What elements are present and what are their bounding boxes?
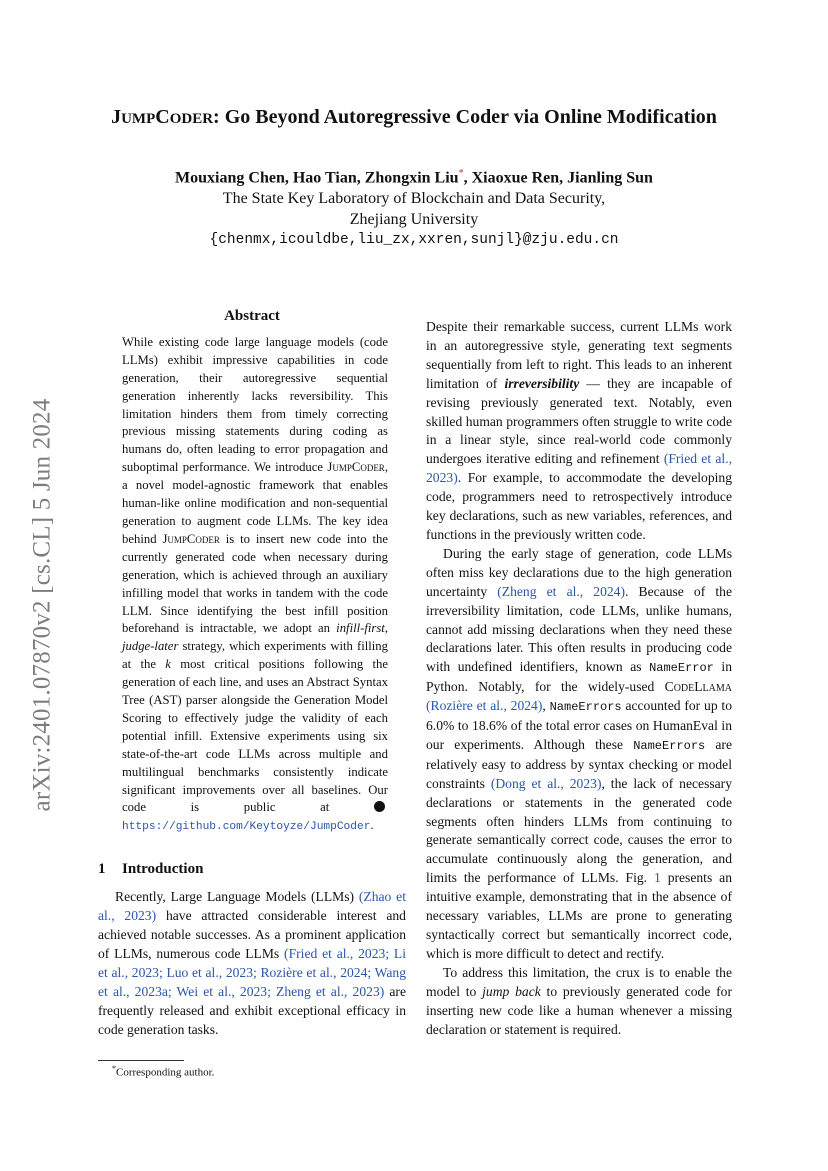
affiliation-line-1: The State Key Laboratory of Blockchain and Data Security, <box>222 190 606 208</box>
affiliation-line-2: Zhejiang University <box>349 211 479 229</box>
intro-paragraph-3: During the early stage of generation, code LLMs often miss key declarations due to the high generation uncertainty (Zheng et al., 2024). Because of the irreversibility limitation, code LLMs, unlike humans, cannot add missing declarations when they need these declarations later. This often results in producing code with undefined identifiers, known as NameError in Python. Notably, for the widely-used CodeLlama (Rozière et al., 2024), NameErrors accounted for up to 6.0% to 18.6% of the total error cases on HumanEval in our experiments. Although these NameErrors are relatively easy to address by syntax checking or model constraints (Dong et al., 2023), the lack of necessary declarations or statements in the generated code segments often hinders LLMs from continuing to generate semantically correct code, causes the error to accumulate continuously along the generation, and limits the performance of LLMs. Fig. 1 presents an intuitive example, demonstrating that in the absence of necessary variables, LLMs are prone to generating syntactically correct but semantically incorrect code, which is more difficult to detect and rectify. <box>426 545 733 961</box>
jumpcoder-name: JumpCoder <box>162 531 220 546</box>
footnote: *Corresponding author. <box>112 1064 215 1079</box>
paper-title: JUMPCODER: Go Beyond Autoregressive Coder via Online Modification <box>111 106 717 128</box>
abstract-body: While existing code large language models (code LLMs) exhibit impressive capabilities in code generation, their autoregressive sequential generation inherently lacks reversibility. This limitation hinders them from timely correcting previous missing statements during coding as humans do, often leading to error propagation and suboptimal performance. We introduce JumpCoder, a novel model-agnostic framework that enables human-like online modification and non-sequential generation to augment code LLMs. The key idea behind JumpCoder is to insert new code into the currently generated code when necessary during generation, which is achieved through an auxiliary infilling model that works in tandem with the code LLM. Since identifying the best infill position beforehand is intractable, we adopt an infill-first, judge-later strategy, which experiments with filling at the k most critical positions following the generation of each line, and uses an Abstract Syntax Tree (AST) parser alongside the Generation Model Scoring to effectively judge the validity of each potential infill. Extensive experiments using six state-of-the-art code LLMs across multiple and multilingual benchmarks consistently indicate significant improvements over all baselines. Our code is public at https://github.com/Keytoyze/JumpCoder. <box>122 334 388 834</box>
figure-reference-link[interactable]: 1 <box>653 870 661 886</box>
code-nameerrors: NameErrors <box>633 738 706 753</box>
right-column <box>426 318 732 1039</box>
left-column <box>98 307 406 1039</box>
citation-link[interactable]: (Fried et al., 2023; Li et al., 2023; Luo et al., 2023; Rozière et al., 2024; Wang et al., 2023a; Wei et al., 2023; Zheng et al., 2023) <box>98 945 406 999</box>
citation-link[interactable]: (Fried et al., 2023) <box>426 451 733 486</box>
intro-paragraph-2: Despite their remarkable success, current LLMs work in an autoregressive style, generating text segments sequentially from left to right. This leads to an inherent limitation of irreversibility — they are incapable of revising previously generated text. Notably, even skilled human programmers often struggle to write code in a linear style, since real-world code commonly undergoes iterative editing and refinement (Fried et al., 2023). For example, to accommodate the developing code, programmers need to retrospectively introduce key declarations, such as new variables, references, and functions in the previously written code. <box>426 319 733 542</box>
intro-paragraph-1: Recently, Large Language Models (LLMs) (Zhao et al., 2023) have attracted considerable interest and achieved notable successes. As a prominent application of LLMs, numerous code LLMs (Fried et al., 2023; Li et al., 2023; Luo et al., 2023; Rozière et al., 2024; Wang et al., 2023a; Wei et al., 2023; Zheng et al., 2023) are frequently released and exhibit exceptional efficacy in code generation tasks. <box>98 889 406 1037</box>
arxiv-stamp: arXiv:2401.07870v2 [cs.CL] 5 Jun 2024 <box>28 398 56 812</box>
code-nameerrors: NameErrors <box>549 700 622 715</box>
code-nameerror: NameError <box>649 661 714 676</box>
codellama-name: CodeLlama <box>664 679 732 695</box>
github-icon <box>374 801 385 812</box>
citation-link[interactable]: (Zheng et al., 2024) <box>497 583 626 599</box>
author-emails: {chenmx,icouldbe,liu_zx,xxren,sunjl}@zju.edu.cn <box>209 232 619 249</box>
corresponding-star: * <box>458 168 464 179</box>
citation-link[interactable]: (Zhao et al., 2023) <box>98 889 406 924</box>
section-heading-introduction: 1 Introduction <box>98 861 204 878</box>
abstract-heading: Abstract <box>224 308 280 324</box>
code-repo-link[interactable]: https://github.com/Keytoyze/JumpCoder <box>122 821 371 834</box>
author-block <box>0 163 828 251</box>
footnote-divider <box>98 1060 184 1061</box>
author-names: Mouxiang Chen, Hao Tian, Zhongxin Liu*, Xiaoxue Ren, Jianling Sun <box>175 168 653 187</box>
citation-link[interactable]: (Rozière et al., 2024) <box>426 698 543 714</box>
intro-paragraph-4: To address this limitation, the crux is to enable the model to jump back to previously generated code for inserting new code like a human whenever a missing declaration or statement is required. <box>426 964 732 1037</box>
jumpcoder-name: JumpCoder <box>327 460 385 475</box>
citation-link[interactable]: (Dong et al., 2023) <box>490 775 602 791</box>
